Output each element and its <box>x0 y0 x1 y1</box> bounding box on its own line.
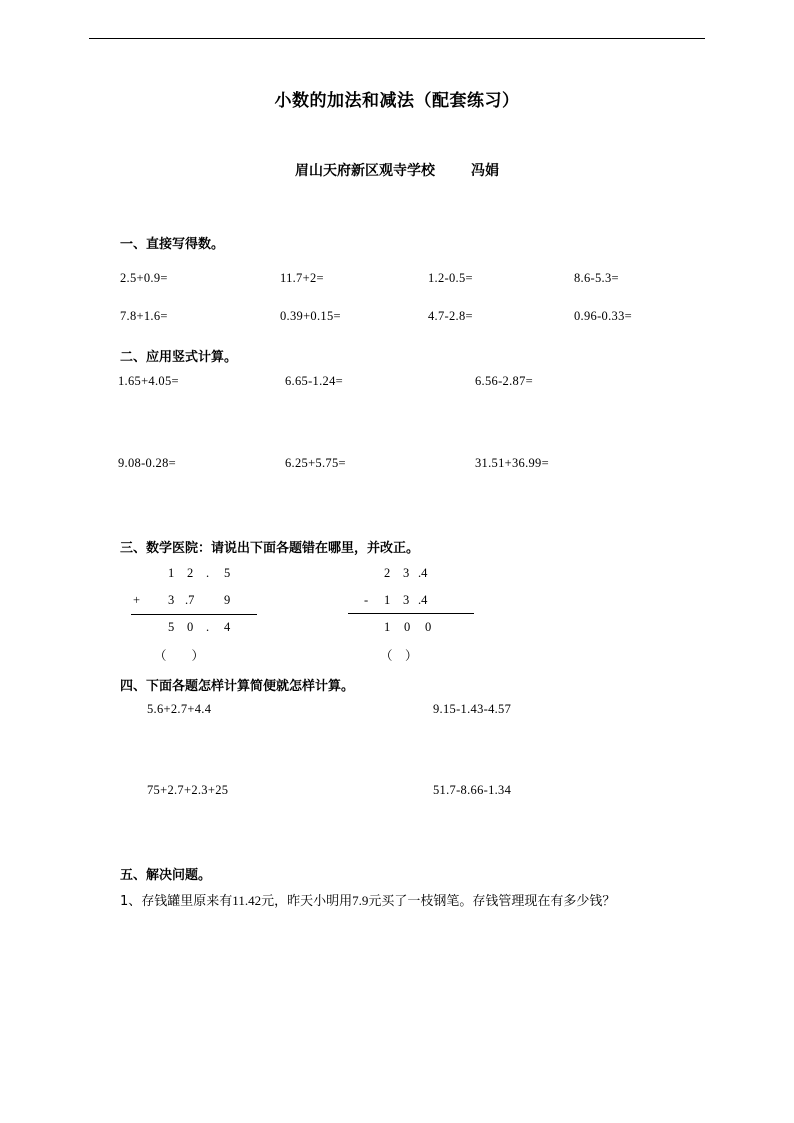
digit: 0 <box>187 620 194 634</box>
problem-number: 7.9 <box>352 893 369 908</box>
digit: 9 <box>224 593 231 607</box>
worksheet-title: 小数的加法和减法（配套练习） <box>274 91 520 111</box>
simplify-item: 9.15-1.43-4.57 <box>433 702 512 716</box>
oral-calc-item: 4.7-2.8= <box>428 309 473 323</box>
header-rule <box>89 38 705 39</box>
problem-text: 存钱罐里原来有 <box>141 894 233 909</box>
digit: . <box>206 566 210 580</box>
operator: - <box>364 593 369 607</box>
digit: 3 <box>403 566 410 580</box>
problem-index: 1、 <box>120 894 142 909</box>
worksheet-subtitle <box>0 160 794 180</box>
simplify-item: 75+2.7+2.3+25 <box>147 783 229 797</box>
problem-number: 11.42 <box>232 893 262 908</box>
oral-calc-item: 0.39+0.15= <box>280 309 341 323</box>
digit: 1 <box>168 566 175 580</box>
oral-calc-item: 2.5+0.9= <box>120 271 168 285</box>
vertical-calc-item: 6.56-2.87= <box>475 374 533 388</box>
operator: + <box>133 593 141 607</box>
vertical-calc-item: 31.51+36.99= <box>475 456 549 470</box>
digit: 5 <box>168 620 175 634</box>
difference-line <box>348 613 474 614</box>
oral-calc-item: 11.7+2= <box>280 271 324 285</box>
simplify-item: 5.6+2.7+4.4 <box>147 702 212 716</box>
answer-parentheses: （ ） <box>380 649 418 663</box>
digit: 0 <box>425 620 432 634</box>
digit: 2 <box>187 566 194 580</box>
section3-heading: 三、数学医院：请说出下面各题错在哪里，并改正。 <box>120 541 420 556</box>
digit: 3 <box>168 593 175 607</box>
vertical-calc-item: 1.65+4.05= <box>118 374 179 388</box>
author-name: 冯娟 <box>471 163 499 179</box>
problem-text: 元，昨天小明用 <box>261 894 353 909</box>
section1-heading: 一、直接写得数。 <box>120 237 225 252</box>
school-name: 眉山天府新区观寺学校 <box>295 163 435 179</box>
sum-line <box>131 614 257 615</box>
vertical-calc-item: 6.65-1.24= <box>285 374 343 388</box>
oral-calc-item: 0.96-0.33= <box>574 309 632 323</box>
digit: 1 <box>384 593 391 607</box>
oral-calc-item: 7.8+1.6= <box>120 309 168 323</box>
vertical-calc-item: 6.25+5.75= <box>285 456 346 470</box>
digit: . <box>206 620 210 634</box>
section4-heading: 四、下面各题怎样计算简便就怎样计算。 <box>120 679 355 694</box>
digit: .4 <box>418 593 428 607</box>
problem-text: 元买了一枝钢笔。存钱管理现在有多少钱？ <box>368 894 616 909</box>
digit: 4 <box>224 620 231 634</box>
oral-calc-item: 8.6-5.3= <box>574 271 619 285</box>
word-problem-1 <box>120 890 615 909</box>
section2-heading: 二、应用竖式计算。 <box>120 350 238 365</box>
digit: 5 <box>224 566 231 580</box>
digit: .4 <box>418 566 428 580</box>
section5-heading: 五、解决问题。 <box>120 868 212 883</box>
vertical-calc-item: 9.08-0.28= <box>118 456 176 470</box>
digit: 1 <box>384 620 391 634</box>
answer-parentheses: （ ） <box>154 649 205 663</box>
oral-calc-item: 1.2-0.5= <box>428 271 473 285</box>
digit: .7 <box>185 593 195 607</box>
digit: 2 <box>384 566 391 580</box>
digit: 3 <box>403 593 410 607</box>
digit: 0 <box>404 620 411 634</box>
simplify-item: 51.7-8.66-1.34 <box>433 783 512 797</box>
